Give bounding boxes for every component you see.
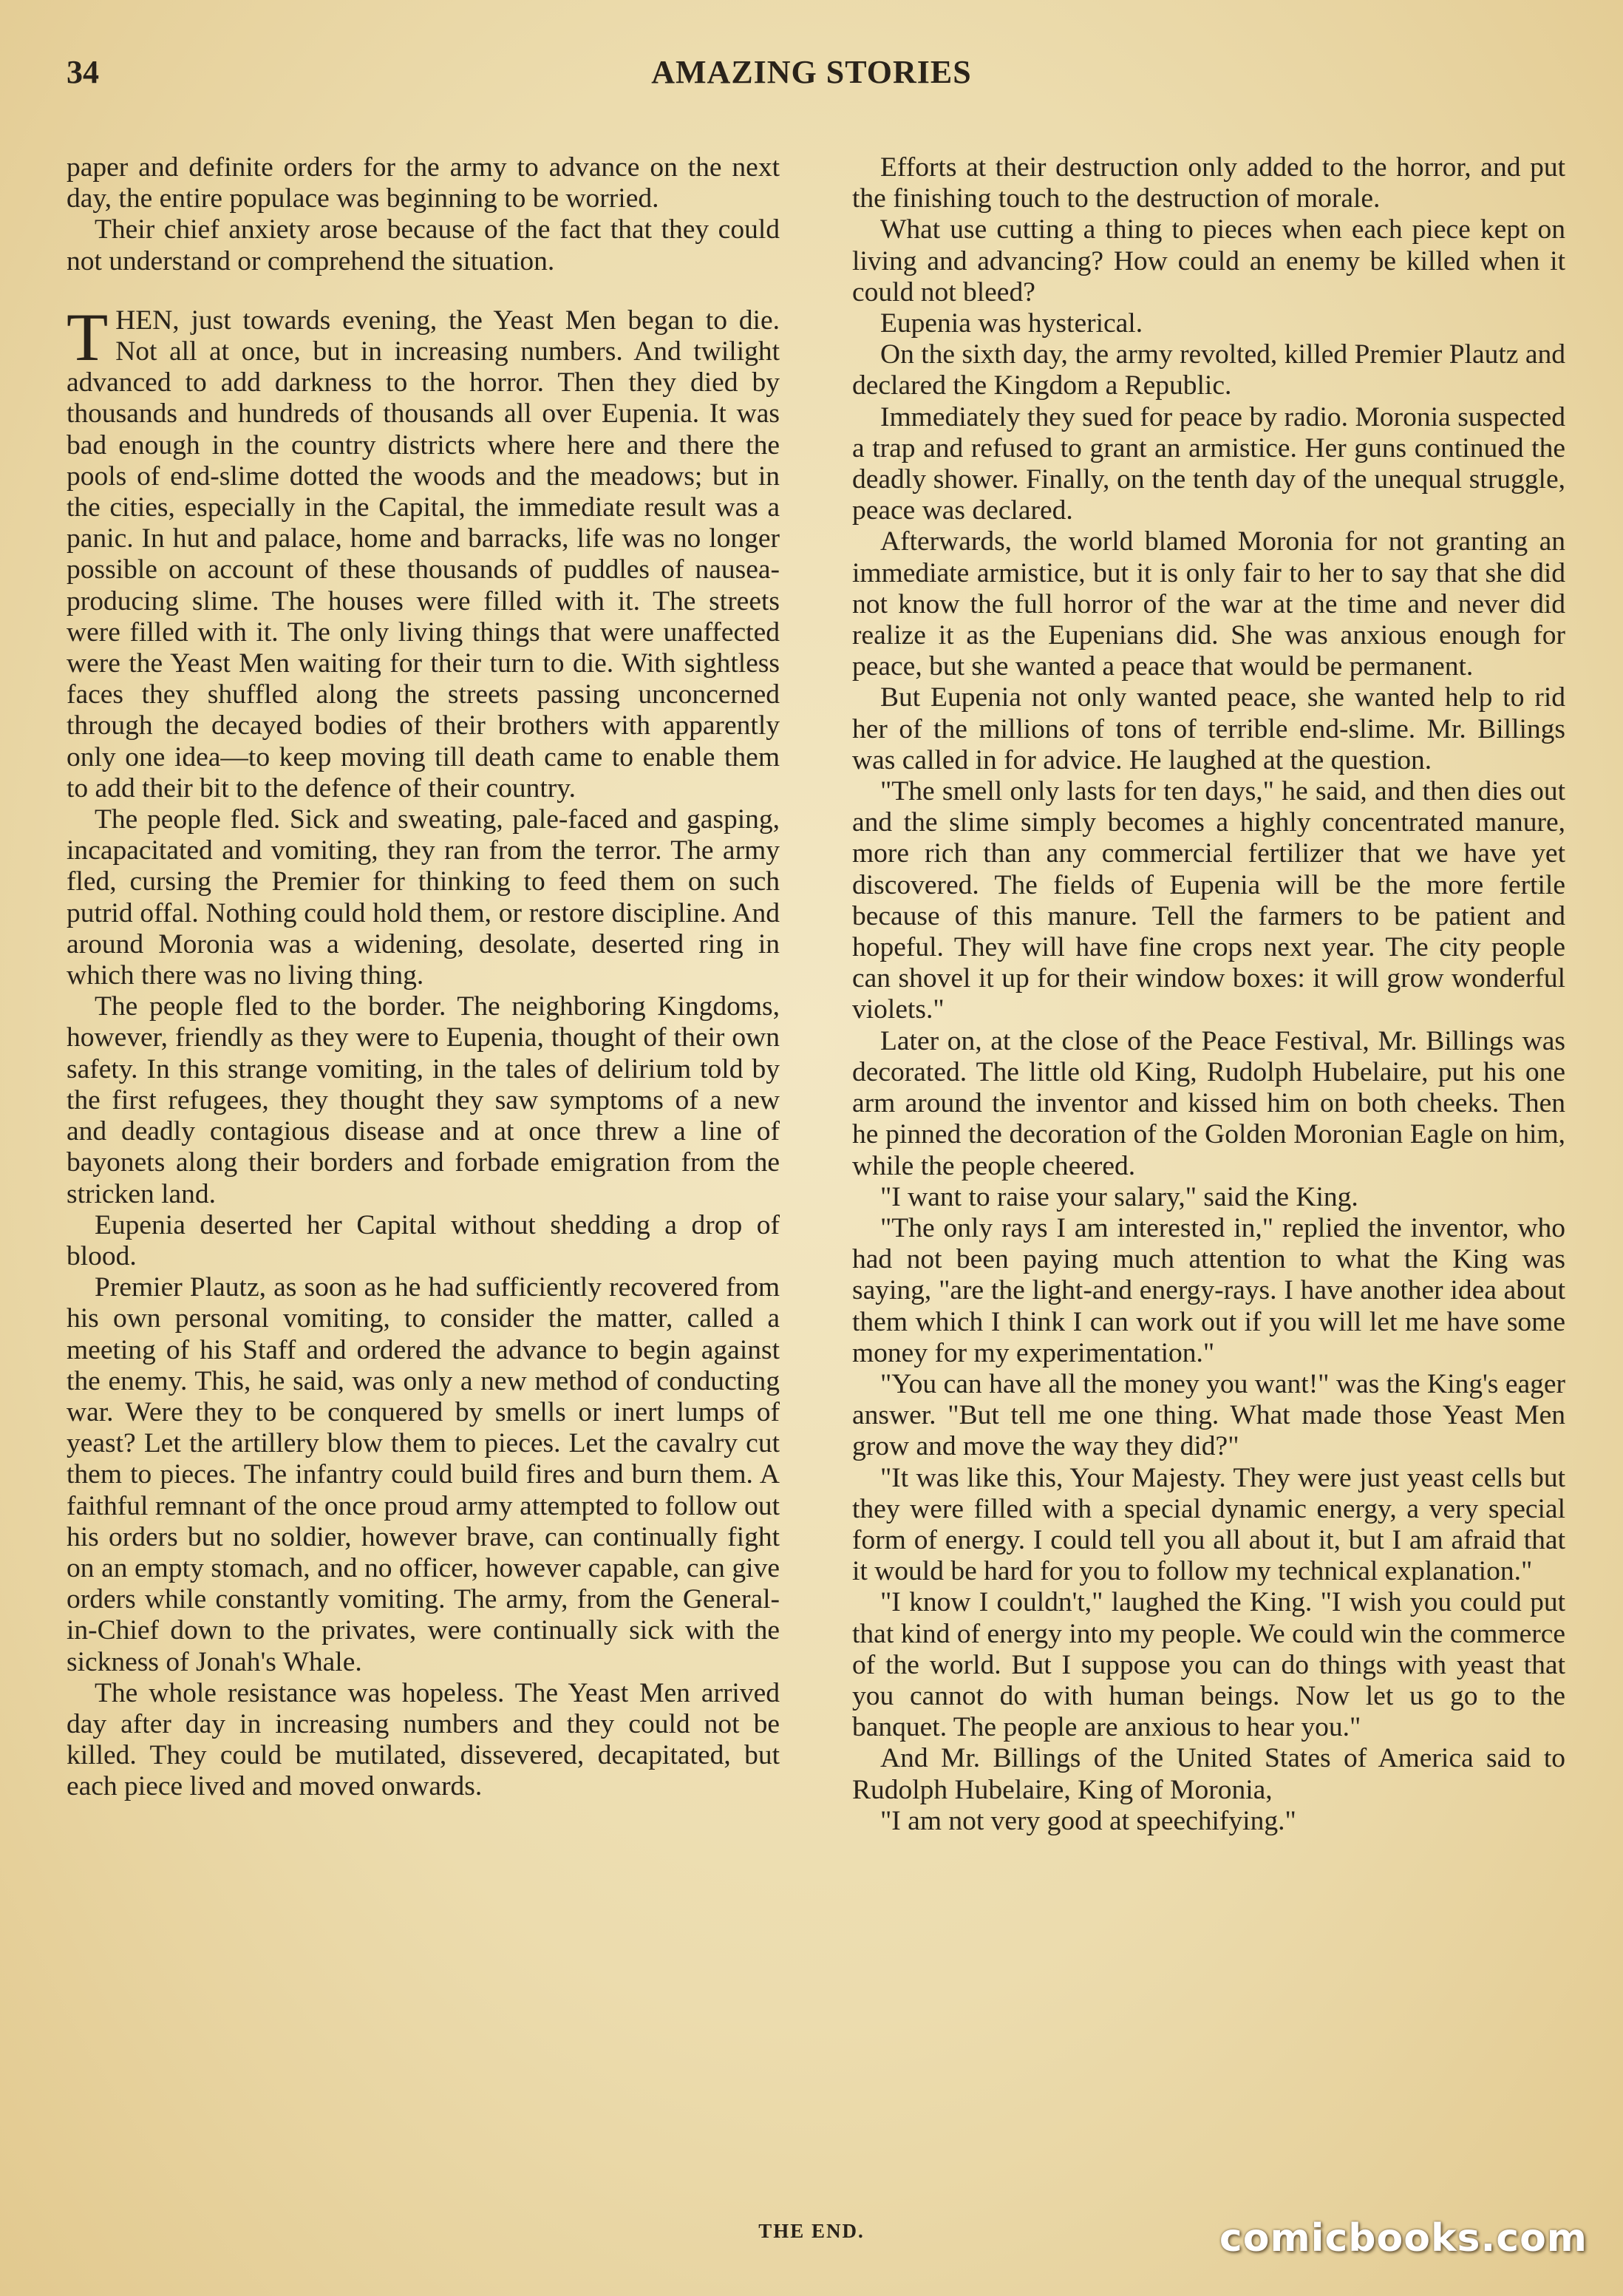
paragraph: "It was like this, Your Majesty. They were just yeast cells but they were filled with a special dynamic energy, a very special form of energy. I could tell you all about it, but I am afraid that it would be hard for you to follow my technical explanation." — [852, 1462, 1565, 1587]
paragraph: "You can have all the money you want!" was the King's eager answer. "But tell me one thing. What made those Yeast Men grow and move the way they did?" — [852, 1368, 1565, 1462]
section-paragraph — [67, 299, 780, 804]
watermark: comicbooks.com — [1219, 2216, 1588, 2261]
page-number: 34 — [67, 54, 99, 90]
the-end-label: THE END. — [758, 2220, 865, 2242]
paragraph: But Eupenia not only wanted peace, she wanted help to rid her of the millions of tons of terrible end-slime. Mr. Billings was called in for advice. He laughed at the question. — [852, 682, 1565, 775]
magazine-title: AMAZING STORIES — [651, 54, 972, 90]
paragraph: Eupenia was hysterical. — [880, 308, 1143, 339]
paragraph: "I know I couldn't," laughed the King. "I wish you could put that kind of energy into my people. We could win the commerce of the world. But I suppose you can do things with yeast that you cannot do with human beings. Now let us go to the banquet. The people are anxious to hear you." — [852, 1587, 1565, 1743]
paragraph: The people fled to the border. The neighboring Kingdoms, however, friendly as they were to Eupenia, thought of their own safety. In this strange vomiting, in the tales of delirium told by the first refugees, they thought they saw symptoms of a new and deadly contagious disease and at once threw a line of bayonets along their borders and forbade emigration from the stricken land. — [67, 991, 780, 1209]
left-column — [67, 152, 780, 1803]
paragraph: Efforts at their destruction only added to the horror, and put the finishing touch to the destruction of morale. — [852, 152, 1565, 214]
paragraph: "I want to raise your salary," said the King. — [880, 1181, 1358, 1212]
paragraph: Immediately they sued for peace by radio. Moronia suspected a trap and refused to grant an armistice. Her guns continued the deadly shower. Finally, on the tenth day of the unequal struggle, peace was declared. — [852, 401, 1565, 526]
paragraph: And Mr. Billings of the United States of America said to Rudolph Hubelaire, King of Moronia, — [852, 1743, 1565, 1805]
paragraph: The whole resistance was hopeless. The Yeast Men arrived day after day in increasing numbers and they could not be killed. They could be mutilated, dissevered, decapitated, but each piece lived and moved onwards. — [67, 1677, 780, 1802]
paragraph: "The smell only lasts for ten days," he said, and then dies out and the slime simply becomes a highly concentrated manure, more rich than any commercial fertilizer that we have yet discovered. The fields of Eupenia will be the more fertile because of this manure. Tell the farmers to be patient and hopeful. They will have fine crops next year. The city people can shovel it up for their window boxes: it will grow wonderful violets." — [852, 776, 1565, 1025]
paragraph: What use cutting a thing to pieces when each piece kept on living and advancing? How could an enemy be killed when it could not bleed? — [852, 214, 1565, 308]
paragraph: "I am not very good at speechifying." — [880, 1805, 1296, 1836]
paragraph: paper and definite orders for the army to advance on the next day, the entire populace was beginning to be worried. — [67, 152, 780, 214]
paragraph: The people fled. Sick and sweating, pale-faced and gasping, incapacitated and vomiting, they ran from the terror. The army fled, cursing the Premier for thinking to feed them on such putrid offal. Nothing could hold them, or restore discipline. And around Moronia was a widening, desolate, deserted ring in which there was no living thing. — [67, 804, 780, 991]
paragraph-text: HEN, just towards evening, the Yeast Men began to die. Not all at once, but in increasing numbers. And twilight advanced to add darkness to the horror. Then they died by thousands and hundreds of thousands all over Eupenia. It was bad enough in the country districts where here and there the pools of end-slime dotted the woods and the meadows; but in the cities, especially in the Capital, the immediate result was a panic. In hut and palace, home and barracks, life was no longer possible on account of these thousands of puddles of nausea-producing slime. The houses were filled with it. The streets were filled with it. The only living things that were unaffected were the Yeast Men waiting for their turn to die. With sightless faces they shuffled along the streets passing unconcerned through the decayed bodies of their brothers with apparently only one idea—to keep moving till death came to enable them to add their bit to the defence of their country. — [67, 305, 780, 804]
paragraph: "The only rays I am interested in," replied the inventor, who had not been paying much attention to what the King was saying, "are the light-and energy-rays. I have another idea about them which I think I can work out if you will let me have some money for my experimentation." — [852, 1212, 1565, 1368]
paragraph: Eupenia deserted her Capital without shedding a drop of blood. — [67, 1209, 780, 1271]
paragraph: Their chief anxiety arose because of the fact that they could not understand or comprehend the situation. — [67, 214, 780, 276]
right-column — [852, 152, 1565, 1837]
paragraph: On the sixth day, the army revolted, killed Premier Plautz and declared the Kingdom a Republic. — [852, 339, 1565, 401]
page-header — [67, 53, 1556, 105]
paragraph: Afterwards, the world blamed Moronia for not granting an immediate armistice, but it is only fair to her to say that she did not know the full horror of the war at the time and never did realize it as the Eupenians did. She was anxious enough for peace, but she wanted a peace that would be permanent. — [852, 526, 1565, 682]
paragraph: Premier Plautz, as soon as he had sufficiently recovered from his own personal vomiting, to consider the matter, called a meeting of his Staff and ordered the advance to begin against the enemy. This, he said, was only a new method of conducting war. Were they to be conquered by smells or inert lumps of yeast? Let the artillery blow them to pieces. Let the cavalry cut them to pieces. The infantry could build fires and burn them. A faithful remnant of the once proud army attempted to follow out his orders but no soldier, however brave, can continually fight on an empty stomach, and no officer, however capable, can give orders while constantly vomiting. The army, from the General-in-Chief down to the privates, were continually sick with the sickness of Jonah's Whale. — [67, 1272, 780, 1677]
drop-cap: T — [67, 299, 109, 375]
paragraph: Later on, at the close of the Peace Festival, Mr. Billings was decorated. The little old King, Rudolph Hubelaire, put his one arm around the inventor and kissed him on both cheeks. Then he pinned the decoration of the Golden Moronian Eagle on him, while the people cheered. — [852, 1025, 1565, 1181]
